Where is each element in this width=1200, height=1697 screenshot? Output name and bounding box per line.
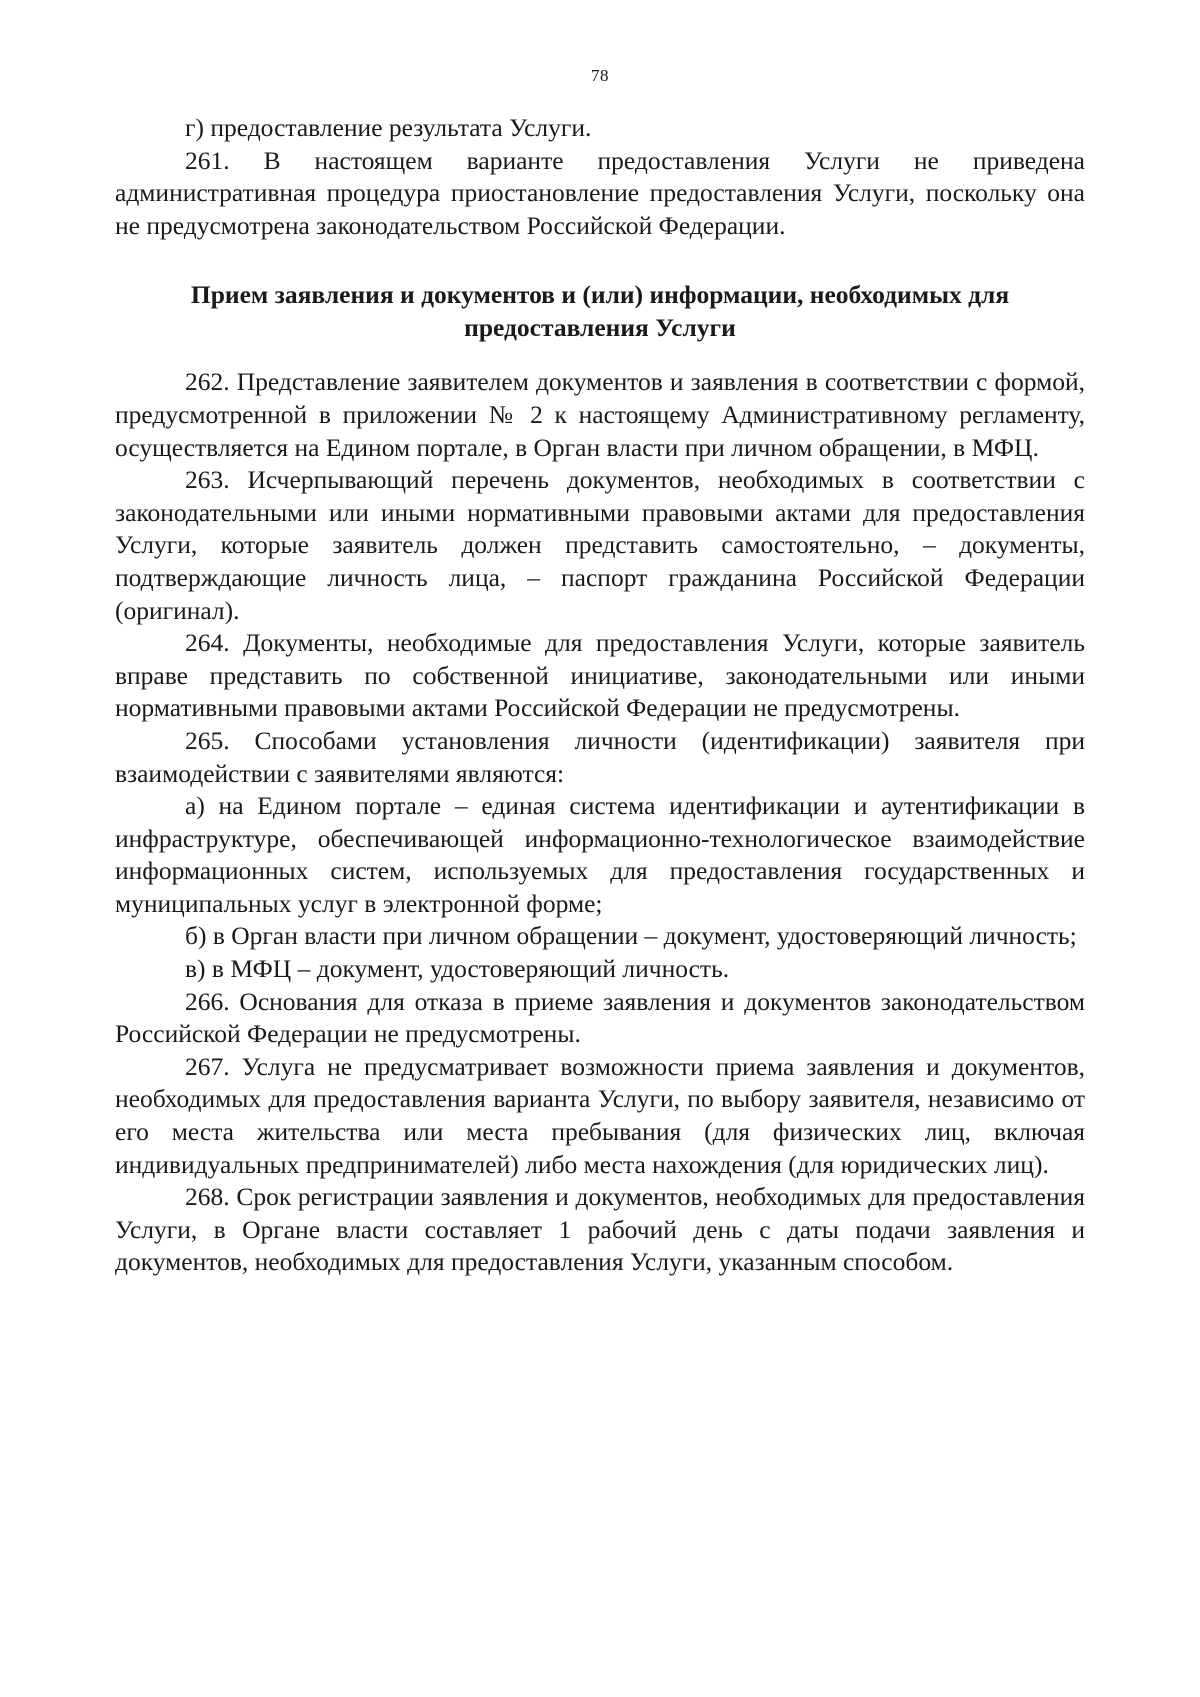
paragraph-268: 268. Срок регистрации заявления и документов, необходимых для предоставления Услуги, в Органе власти составляет 1 рабочий день с даты подачи заявления и документов, необходимых для предоставления Услуги, указанным способом. xyxy=(115,1182,1085,1277)
paragraph-265-b: б) в Орган власти при личном обращении – документ, удостоверяющий личность; xyxy=(185,921,1077,951)
paragraph-261: 261. В настоящем варианте предоставления Услуги не приведена административная процедура приостановление предоставления Услуги, поскольку она не предусмотрена законодательством Российской Федерации. xyxy=(115,145,1085,240)
paragraph-263: 263. Исчерпывающий перечень документов, необходимых в соответствии с законодательными или иными нормативными правовыми актами для предоставления Услуги, которые заявитель должен представить самостоятельно, – документы, подтверждающие личность лица, – паспорт гражданина Российской Федерации (оригинал). xyxy=(115,465,1085,625)
paragraph-265: 265. Способами установления личности (идентификации) заявителя при взаимодействии с заявителями являются: xyxy=(115,725,1085,788)
section-heading: Прием заявления и документов и (или) информации, необходимых для предоставления Услуги xyxy=(190,280,1010,343)
page-number: 78 xyxy=(591,66,609,85)
paragraph-266: 266. Основания для отказа в приеме заявления и документов законодательством Российской Федерации не предусмотрены. xyxy=(115,986,1085,1049)
paragraph-265-v: в) в МФЦ – документ, удостоверяющий личность. xyxy=(185,954,730,984)
paragraph-267: 267. Услуга не предусматривает возможности приема заявления и документов, необходимых для предоставления варианта Услуги, по выбору заявителя, независимо от его места жительства или места пребывания (для физических лиц, включая индивидуальных предпринимателей) либо места нахождения (для юридических лиц). xyxy=(115,1051,1085,1179)
paragraph-g-result: г) предоставление результата Услуги. xyxy=(185,113,592,142)
paragraph-262: 262. Представление заявителем документов и заявления в соответствии с формой, предусмотренной в приложении № 2 к настоящему Административному регламенту, осуществляется на Едином портале, в Орган власти при личном обращении, в МФЦ. xyxy=(115,367,1085,462)
paragraph-264: 264. Документы, необходимые для предоставления Услуги, которые заявитель вправе представить по собственной инициативе, законодательными или иными нормативными правовыми актами Российской Федерации не предусмотрены. xyxy=(115,628,1085,723)
document-body xyxy=(115,112,1085,1279)
paragraph-265-a: а) на Едином портале – единая система идентификации и аутентификации в инфраструктуре, обеспечивающей информационно-технологическое взаимодействие информационных систем, используемых для предоставления государственных и муниципальных услуг в электронной форме; xyxy=(115,791,1085,918)
